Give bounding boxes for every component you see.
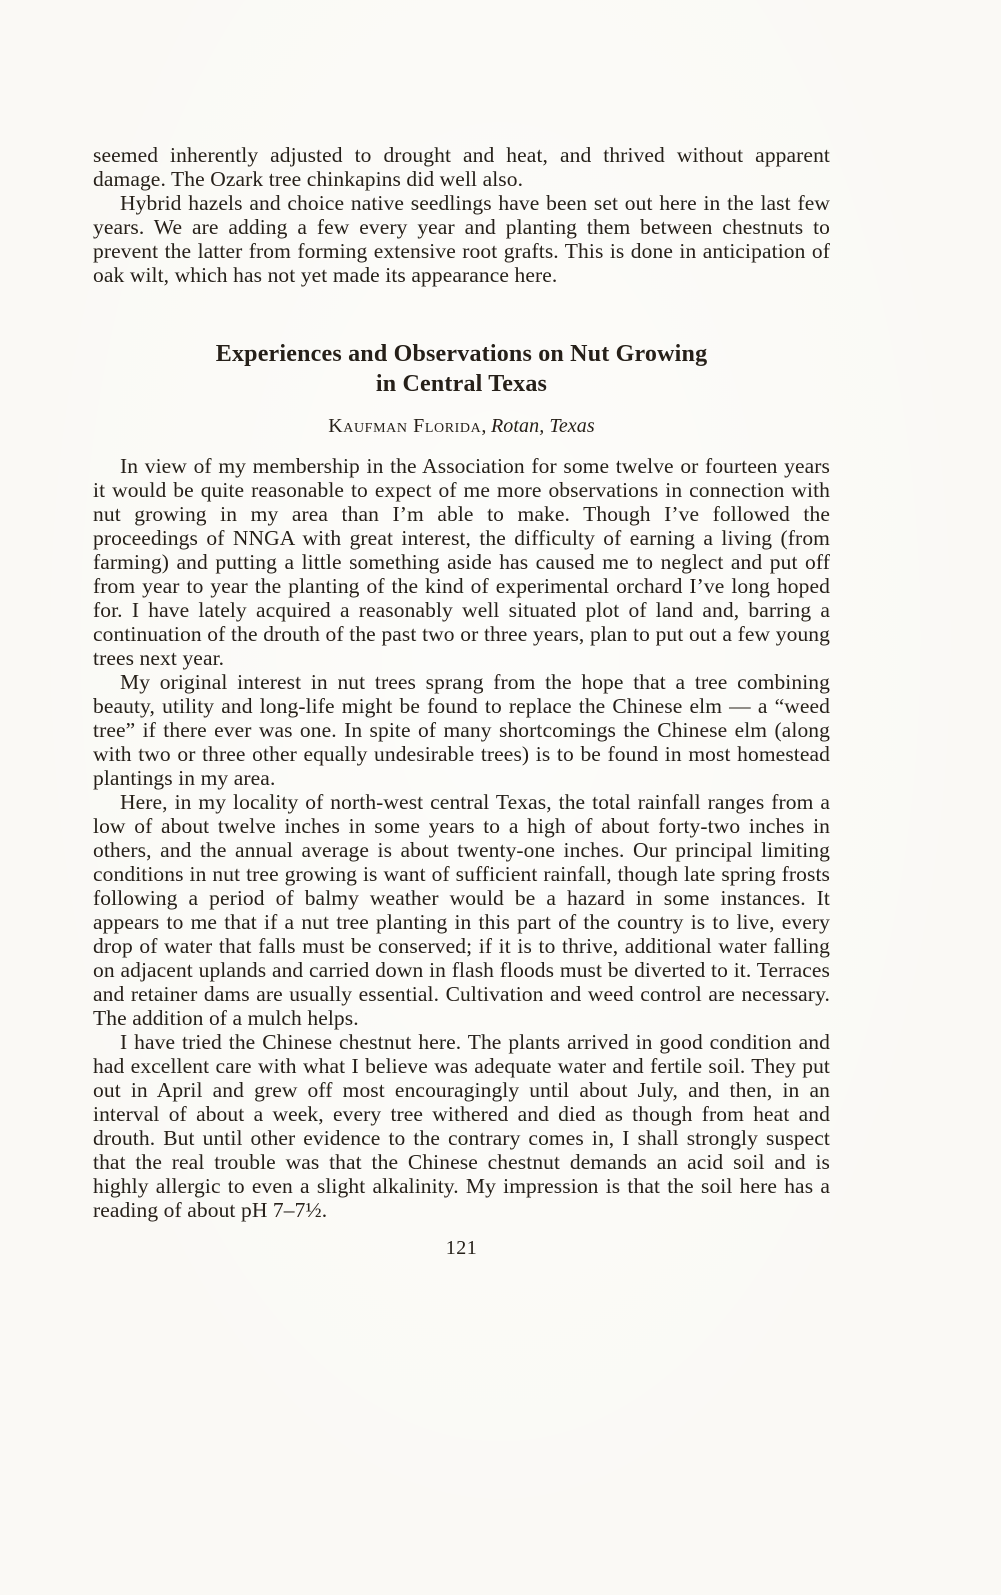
- paragraph: In view of my membership in the Association for some twelve or fourteen years it would be quite reasonable to expect of me more observations in connection with nut growing in my area than I’m able to make. Though I’ve followed the proceedings of NNGA with great interest, the difficulty of earning a living (from farming) and putting a little something aside has caused me to neglect and put off from year to year the planting of the kind of experimental orchard I’ve long hoped for. I have lately acquired a reasonably well situated plot of land and, barring a continuation of the drouth of the past two or three years, plan to put out a few young trees next year.: [93, 454, 830, 670]
- article-title-line2: in Central Texas: [375, 371, 548, 397]
- paragraph: seemed inherently adjusted to drought and heat, and thrived without apparent damage. The Ozark tree chinkapins did well also.: [93, 143, 830, 191]
- paragraph: My original interest in nut trees sprang from the hope that a tree combining beauty, utility and long-life might be found to replace the Chinese elm — a “weed tree” if there ever was one. In spite of many shortcomings the Chinese elm (along with two or three other equally undesirable trees) is to be found in most homestead plantings in my area.: [93, 670, 830, 790]
- page-number: 121: [445, 1237, 478, 1259]
- paragraph: I have tried the Chinese chestnut here. The plants arrived in good condition and had excellent care with what I believe was adequate water and fertile soil. They put out in April and grew off most encouragingly until about July, and then, in an interval of about a week, every tree withered and died as though from heat and drouth. But until other evidence to the contrary comes in, I shall strongly suspect that the real trouble was that the Chinese chestnut demands an acid soil and is highly allergic to even a slight alkalinity. My impression is that the soil here has a reading of about pH 7–7½.: [93, 1030, 830, 1222]
- byline-author: Kaufman Florida,: [328, 415, 487, 437]
- byline: [93, 413, 830, 439]
- article-title-line1: Experiences and Observations on Nut Growing: [215, 341, 708, 367]
- paragraph: Here, in my locality of north-west central Texas, the total rainfall ranges from a low of about twelve inches in some years to a high of about forty-two inches in others, and the annual average is about twenty-one inches. Our principal limiting conditions in nut tree growing is want of sufficient rainfall, though late spring frosts following a period of balmy weather would be a hazard in some instances. It appears to me that if a nut tree planting in this part of the country is to live, every drop of water that falls must be conserved; if it is to thrive, additional water falling on adjacent uplands and carried down in flash floods must be diverted to it. Terraces and retainer dams are usually essential. Cultivation and weed control are necessary. The addition of a mulch helps.: [93, 790, 830, 1030]
- text-column: [93, 143, 830, 1260]
- paragraph: Hybrid hazels and choice native seedlings have been set out here in the last few years. We are adding a few every year and planting them between chestnuts to prevent the latter from forming extensive root grafts. This is done in anticipation of oak wilt, which has not yet made its appearance here.: [93, 191, 830, 287]
- article-title: [93, 339, 830, 399]
- byline-location: Rotan, Texas: [490, 415, 595, 437]
